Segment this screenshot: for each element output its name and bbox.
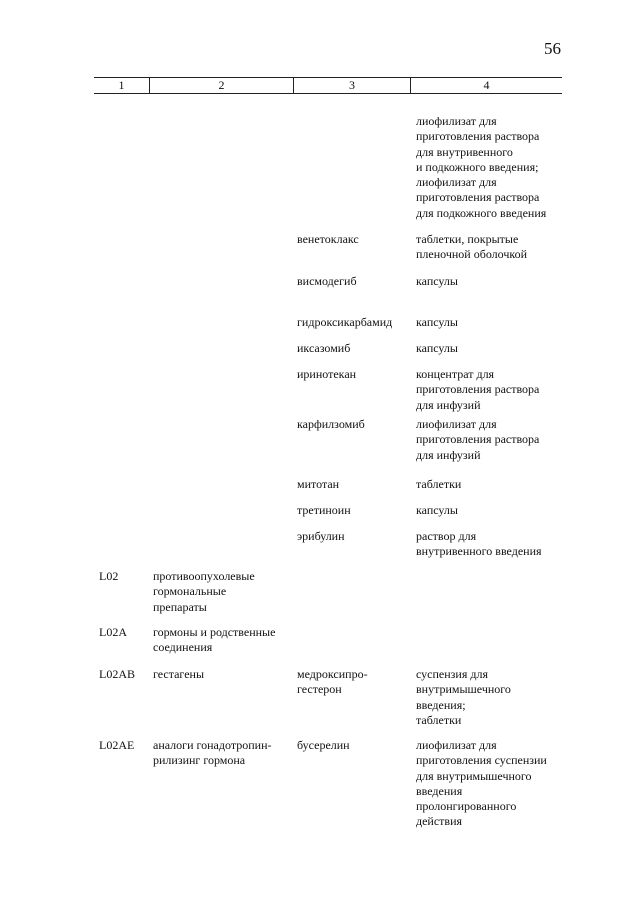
drug-name-cell: висмодегиб — [297, 274, 357, 288]
table-row — [0, 274, 639, 315]
header-cell-2: 2 — [149, 78, 293, 93]
atc-code-cell: L02A — [99, 625, 127, 639]
dosage-form-cell: капсулы — [416, 315, 458, 329]
header-cell-3: 3 — [293, 78, 410, 93]
table-row — [0, 477, 639, 503]
group-name-cell: гормоны и родственные соединения — [153, 625, 276, 655]
table-row — [0, 417, 639, 477]
dosage-form-cell: капсулы — [416, 341, 458, 355]
header-cell-4: 4 — [410, 78, 562, 93]
group-name-cell: противоопухолевые гормональные препараты — [153, 569, 255, 614]
atc-code-cell: L02 — [99, 569, 119, 583]
dosage-form-cell: лиофилизат для приготовления суспензии для внутримышечного введения пролонгированного действия — [416, 738, 547, 829]
dosage-form-cell: капсулы — [416, 503, 458, 517]
drug-name-cell: гидроксикарбамид — [297, 315, 393, 329]
atc-code-cell: L02AB — [99, 667, 135, 681]
dosage-form-cell: лиофилизат для приготовления раствора для внутривенного и подкожного введения; лиофилизат для приготовления раствора для подкожного введения — [416, 114, 547, 220]
table-row — [0, 667, 639, 738]
table-row — [0, 341, 639, 367]
group-name-cell: аналоги гонадотропин- рилизинг гормона — [153, 738, 272, 768]
drug-name-cell: венетоклакс — [297, 232, 359, 246]
atc-code-cell: L02AE — [99, 738, 135, 752]
group-name-cell: гестагены — [153, 667, 205, 681]
table-row — [0, 625, 639, 667]
table-row — [0, 114, 639, 232]
drug-name-cell: третиноин — [297, 503, 351, 517]
header-cell-1: 1 — [118, 78, 125, 92]
drug-name-cell: бусерелин — [297, 738, 350, 752]
dosage-form-cell: капсулы — [416, 274, 458, 288]
drug-name-cell: иринотекан — [297, 367, 357, 381]
table-header — [94, 77, 562, 94]
dosage-form-cell: суспензия для внутримышечного введения; таблетки — [416, 667, 511, 727]
table-row — [0, 503, 639, 529]
table-row — [0, 738, 639, 838]
dosage-form-cell: концентрат для приготовления раствора для инфузий — [416, 367, 540, 412]
drug-name-cell: эрибулин — [297, 529, 345, 543]
table-row — [0, 315, 639, 341]
page-number: 56 — [544, 39, 561, 58]
table-body — [0, 114, 639, 838]
dosage-form-cell: таблетки — [416, 477, 462, 491]
table-row — [0, 569, 639, 625]
drug-name-cell: медроксипро- гестерон — [297, 667, 368, 697]
dosage-form-cell: таблетки, покрытые пленочной оболочкой — [416, 232, 528, 262]
dosage-form-cell: раствор для внутривенного введения — [416, 529, 542, 559]
drug-name-cell: иксазомиб — [297, 341, 351, 355]
drug-name-cell: митотан — [297, 477, 340, 491]
table-row — [0, 529, 639, 569]
dosage-form-cell: лиофилизат для приготовления раствора для инфузий — [416, 417, 540, 462]
drug-name-cell: карфилзомиб — [297, 417, 365, 431]
table-row — [0, 232, 639, 274]
table-row — [0, 367, 639, 417]
